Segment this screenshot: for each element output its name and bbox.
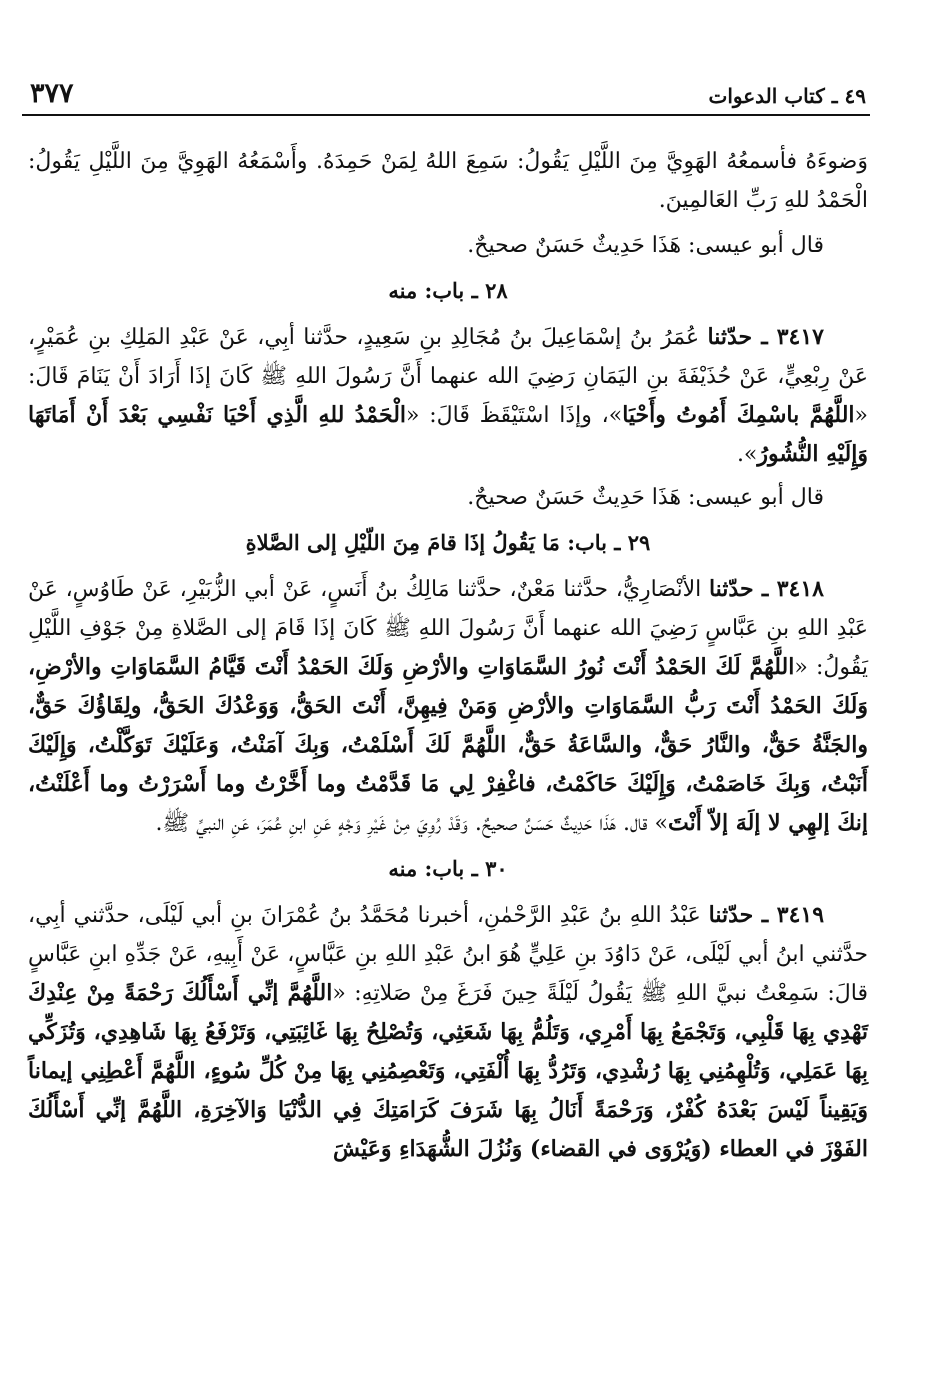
hadith-text: عُمَرُ بنُ إسْمَاعِيلَ بنُ مُجَالِدِ بنِ سَعِيدٍ، حدَّثنا أبِي، عَنْ عَبْدِ المَلِكِ بنِ عُمَيْرٍ، عَنْ رِبْعِيٍّ، عَنْ حُذَيْفَةَ بنِ اليَمَانِ رَضِيَ الله عنهما أَنَّ رَسُولَ اللهِ ﷺ كَانَ إذَا أَرَادَ أَنْ يَنَامَ قَالَ: « bbox=[28, 325, 869, 428]
hadith-paragraph bbox=[28, 896, 868, 1169]
chapter-heading: ٢٩ ـ باب: مَا يَقُولُ إذَا قامَ مِنَ اللّيْلِ إلى الصَّلاةِ bbox=[245, 530, 651, 555]
hadith-paragraph bbox=[28, 318, 868, 474]
hadith-text: » قال. هَذَا حَدِيثٌ حَسَنٌ صحيحٌ. وَقَدْ رُوِيَ مِنْ غَيْرِ وَجْهٍ عَنِ ابنِ عُمَرَ، عَنِ النبيِّ ﷺ. bbox=[155, 811, 668, 836]
hadith-quote-text: الْحَمْدُ للهِ الَّذِي أَحْيَا نَفْسِي بَعْدَ أَنْ أَمَاتَهَا وَإِلَيْهِ النُّشُورُ bbox=[28, 402, 868, 467]
grading-note: قال أبو عيسى: هَذَا حَدِيثٌ حَسَنٌ صحيحٌ. bbox=[467, 485, 824, 510]
running-title: ٤٩ ـ كتاب الدعوات bbox=[708, 84, 866, 108]
hadith-lead: ـ حدّثنا bbox=[707, 324, 768, 350]
page-body bbox=[28, 142, 868, 1173]
hadith-text: ». bbox=[736, 442, 758, 467]
hadith-quote-text: اللَّهُمَّ لَكَ الحَمْدُ أَنْتَ نُورُ السَّمَاوَاتِ والأرْضِ وَلَكَ الحَمْدُ أَنْتَ قَيَّامُ السَّمَاوَاتِ والأرْضِ، وَلَكَ الحَمْدُ أَنْتَ رَبُّ السَّمَاوَاتِ والأرْضِ وَمَنْ فِيهِنَّ، أَنْتَ الحَقُّ، وَوَعْدُكَ الحَقُّ، ولِقَاؤُكَ حَقٌّ، والجَنَّةُ حَقٌّ، والنَّارُ حَقٌّ، والسَّاعَةُ حَقٌّ، اللَّهُمَّ لَكَ أَسْلَمْتُ، وَبِكَ آمَنْتُ، وَعَلَيْكَ تَوَكَّلْتُ، وَإِلَيْكَ أَنَبْتُ، وَبِكَ خَاصَمْتُ، وَإِلَيْكَ حَاكَمْتُ، فاغْفِرْ لِي مَا قَدَّمْتُ وما أَخَّرْتُ وما أَسْرَرْتُ وما أَعْلَنْتُ، إنكَ إلهِي لا إلَهَ إلاّ أَنْتَ bbox=[28, 654, 868, 836]
chapter-heading: ٣٠ ـ باب: منه bbox=[388, 856, 508, 881]
hadith-quote-text: اللَّهُمَّ إنِّي أَسْأَلُكَ رَحْمَةً مِنْ عِنْدِكَ تَهْدِي بِهَا قَلْبِي، وَتَجْمَعُ بِهَا أَمْرِي، وَتَلُمُّ بِهَا شَعَثِي، وَتُصْلِحُ بِهَا غَائِبَتِي، وَتَرْفَعُ بِهَا شَاهِدِي، وَتُزَكِّي بِهَا عَمَلِي، وَتُلْهِمُنِي بِهَا رُشْدِي، وَتَرُدُّ بِهَا أُلْفَتِي، وَتَعْصِمُنِي بِهَا مِنْ كُلِّ سُوءٍ، اللَّهُمَّ أَعْطِنِي إيماناً وَيَقِيناً لَيْسَ بَعْدَهُ كُفْرٌ، وَرَحْمَةً أَنَالُ بِهَا شَرَفَ كَرَامَتِكَ فِي الدُّنْيَا وَالآخِرَةِ، اللَّهُمَّ إنِّي أَسْأَلُكَ الفَوْزَ في العطاء (وَيُرْوَى في القضاء) وَنُزُلَ الشُّهَدَاءِ وَعَيْشَ bbox=[28, 980, 868, 1162]
hadith-quote-text: اللَّهُمَّ باسْمِكَ أَمُوتُ وأَحْيَا bbox=[622, 402, 855, 428]
page-number: ٣٧٧ bbox=[30, 78, 74, 109]
chapter-heading: ٢٨ ـ باب: منه bbox=[388, 278, 508, 303]
hadith-number: ٣٤١٨ bbox=[768, 576, 824, 602]
hadith-text: الأنْصَارِيُّ، حدَّثنا مَعْنٌ، حدَّثنا مَالِكُ بنُ أَنَسٍ، عَنْ أبي الزُّبَيْرِ، عَنْ طَاوُسٍ، عَنْ عَبْدِ اللهِ بنِ عَبَّاسٍ رَضِيَ الله عنهما أَنَّ رَسُولَ اللهِ ﷺ كَانَ إذَا قَامَ إلى الصَّلاةِ مِنْ جَوْفِ اللَّيْلِ يَقُولُ: « bbox=[28, 577, 869, 680]
hadith-paragraph bbox=[28, 570, 868, 843]
hadith-text: عَبْدُ اللهِ بنُ عَبْدِ الرَّحْمٰنِ، أخبرنا مُحَمَّدُ بنُ عُمْرَانَ بنِ أبي لَيْلَى، حدَّثني أبِي، حدَّثني ابنُ أبي لَيْلَى، عَنْ دَاوُدَ بنِ عَلِيٍّ هُوَ ابنُ عَبْدِ اللهِ بنِ عَبَّاسٍ، عَنْ أَبِيهِ، عَنْ جَدِّهِ ابنِ عَبَّاسٍ قالَ: سَمِعْتُ نبيَّ اللهِ ﷺ يَقُولُ لَيْلَةً حِينَ فَرَغَ مِنْ صَلاتِهِ: « bbox=[28, 903, 868, 1006]
hadith-number: ٣٤١٩ bbox=[768, 902, 825, 928]
hadith-text: »، وإذَا اسْتَيْقَظَ قَالَ: « bbox=[406, 403, 623, 428]
hadith-lead: ـ حدّثنا bbox=[708, 902, 769, 928]
grading-note: قال أبو عيسى: هَذَا حَدِيثٌ حَسَنٌ صحيحٌ. bbox=[467, 233, 824, 258]
hadith-lead: ـ حدّثنا bbox=[708, 576, 769, 602]
hadith-number: ٣٤١٧ bbox=[767, 324, 824, 350]
page-header bbox=[22, 78, 870, 116]
continued-text: وَضوءَهُ فأسمعُهُ الهَوِيَّ مِنَ اللَّيْلِ يَقُولُ: سَمِعَ اللهُ لِمَنْ حَمِدَهُ. وأَسْمَعُهُ الهَوِيَّ مِنَ اللَّيْلِ يَقُولُ: الْحَمْدُ للهِ رَبِّ العَالمِينَ. bbox=[28, 149, 868, 213]
